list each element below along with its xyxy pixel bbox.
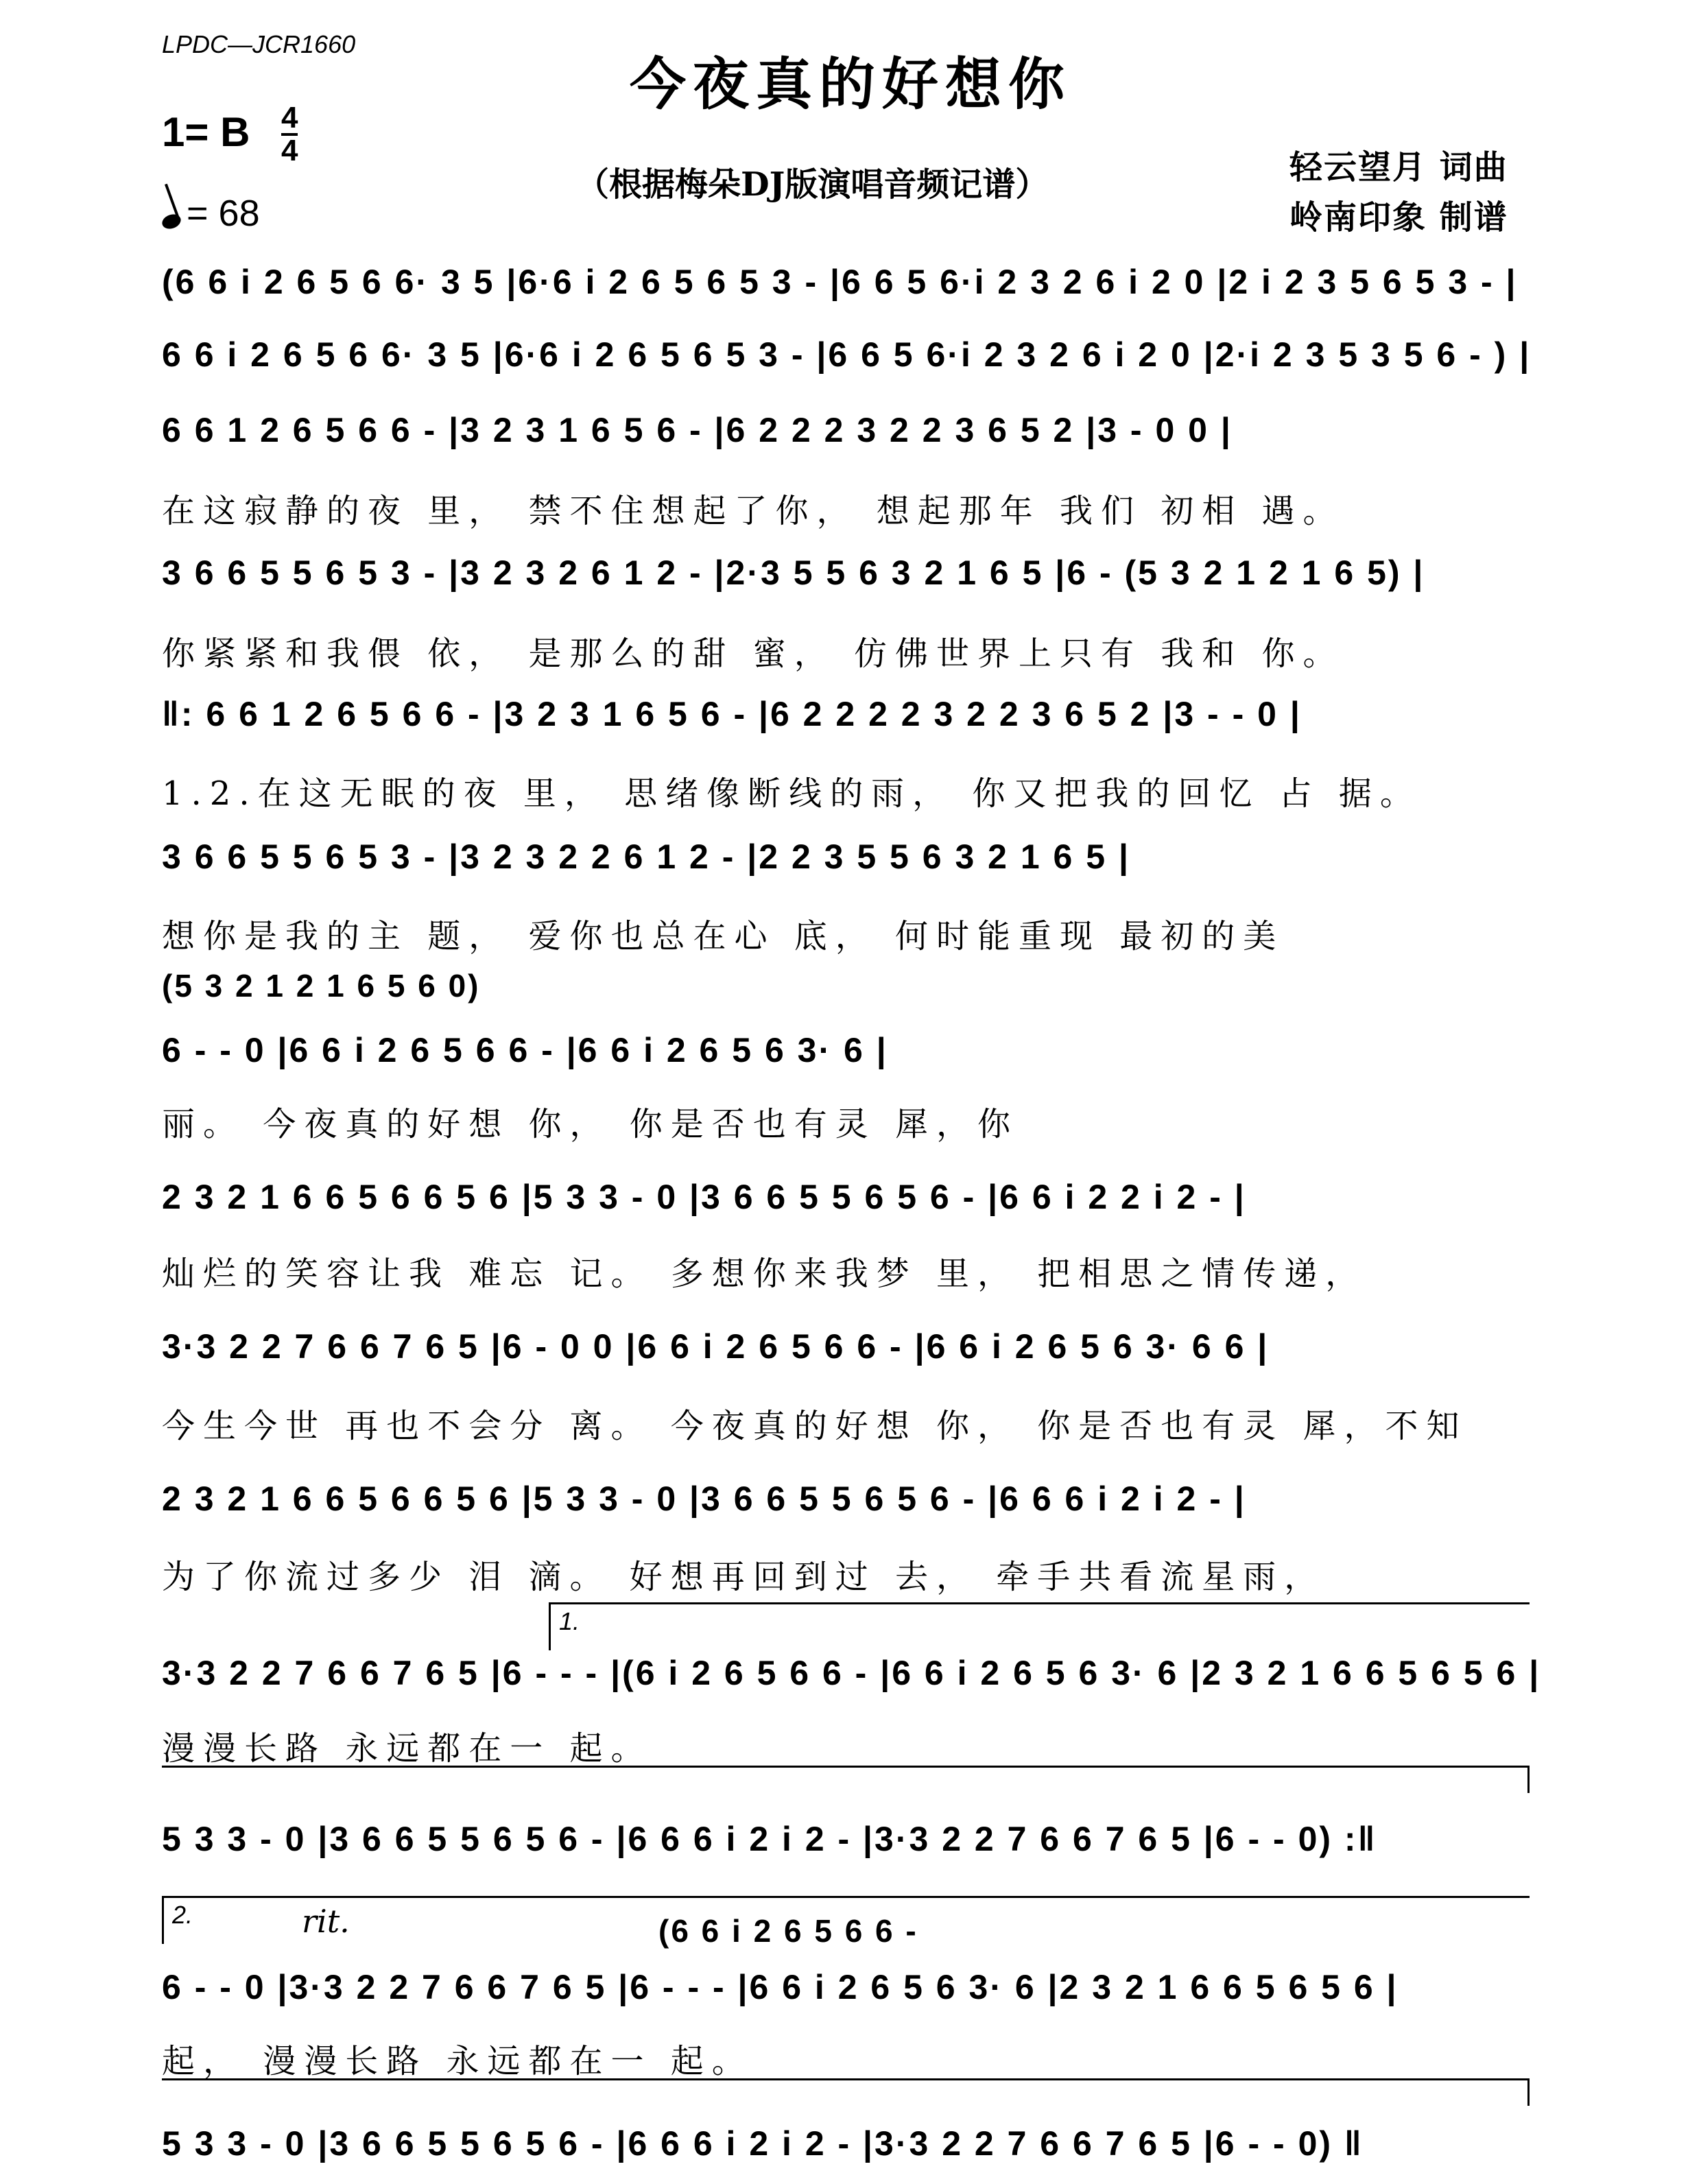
notation-line-3: 6 6 1 2 6 5 6 6 - |3 2 3 1 6 5 6 - |6 2 2 2 3 2 2 3 6 5 2 |3 - 0 0 |: [162, 411, 1233, 449]
quarter-note-icon: [160, 212, 182, 231]
notation-line-8: 2 3 2 1 6 6 5 6 6 5 6 |5 3 3 - 0 |3 6 6 5 5 6 5 6 - |6 6 i 2 2 i 2 - |: [162, 1178, 1246, 1216]
notation-line-10: 2 3 2 1 6 6 5 6 6 5 6 |5 3 3 - 0 |3 6 6 5 5 6 5 6 - |6 6 6 i 2 i 2 - |: [162, 1480, 1246, 1518]
time-signature: [281, 103, 298, 166]
score-code: LPDC—JCR1660: [162, 30, 356, 58]
final-top-rule: [162, 2078, 1530, 2106]
first-ending-label: 1.: [559, 1607, 580, 1635]
song-title: 今夜真的好想你: [629, 51, 1071, 117]
first-ending-bracket: [549, 1602, 1530, 1650]
subtitle: （根据梅朵DJ版演唱音频记谱）: [576, 165, 1049, 204]
notation-line-1: (6 6 i 2 6 5 6 6· 3 5 |6·6 i 2 6 5 6 5 3 - |6 6 5 6·i 2 3 2 6 i 2 0 |2 i 2 3 5 6 5 3 - |: [162, 263, 1518, 301]
time-signature-top: 4: [281, 101, 298, 134]
notation-line-4: 3 6 6 5 5 6 5 3 - |3 2 3 2 6 1 2 - |2·3 5 5 6 3 2 1 6 5 |6 - (5 3 2 1 2 1 6 5) |: [162, 554, 1425, 592]
notation-line-14: 5 3 3 - 0 |3 6 6 5 5 6 5 6 - |6 6 6 i 2 i 2 - |3·3 2 2 7 6 6 7 6 5 |6 - - 0) ‖: [162, 2124, 1364, 2163]
ritardando-marking: rit.: [302, 1903, 350, 1940]
notation-line-11: 3·3 2 2 7 6 6 7 6 5 |6 - - - |(6 i 2 6 5 6 6 - |6 6 i 2 6 5 6 3· 6 |2 3 2 1 6 6 5 6 5 6 |: [162, 1654, 1541, 1692]
lyric-line-1: 在这寂静的夜 里， 禁不住想起了你， 想起那年 我们 初相 遇。: [162, 492, 1344, 530]
tempo-value: = 68: [187, 193, 260, 234]
notation-line-7: 6 - - 0 |6 6 i 2 6 5 6 6 - |6 6 i 2 6 5 6 3· 6 |: [162, 1031, 888, 1069]
lyric-line-2: 你紧紧和我偎 依， 是那么的甜 蜜， 仿佛世界上只有 我和 你。: [162, 634, 1344, 673]
pre-notation-line-13: (6 6 i 2 6 5 6 6 -: [658, 1913, 918, 1949]
lyric-line-4: 想你是我的主 题， 爱你也总在心 底， 何时能重现 最初的美: [162, 917, 1285, 956]
notation-line-12: 5 3 3 - 0 |3 6 6 5 5 6 5 6 - |6 6 6 i 2 i 2 - |3·3 2 2 7 6 6 7 6 5 |6 - - 0) :‖: [162, 1820, 1377, 1858]
time-signature-bottom: 4: [281, 134, 298, 167]
lyric-line-8: 为了你流过多少 泪 滴。 好想再回到过 去， 牵手共看流星雨，: [162, 1558, 1326, 1596]
credit-words: 轻云望月 词曲: [1289, 148, 1508, 187]
notation-line-2: 6 6 i 2 6 5 6 6· 3 5 |6·6 i 2 6 5 6 5 3 - |6 6 5 6·i 2 3 2 6 i 2 0 |2·i 2 3 5 3 5 6 - ) |: [162, 335, 1532, 374]
lyric-line-3: 1.2.在这无眠的夜 里， 思绪像断线的雨， 你又把我的回忆 占 据。: [162, 774, 1421, 813]
lyric-line-5: 丽。 今夜真的好想 你， 你是否也有灵 犀，你: [162, 1105, 1019, 1143]
lyric-line-7: 今生今世 再也不会分 离。 今夜真的好想 你， 你是否也有灵 犀，不知: [162, 1407, 1468, 1445]
pre-notation-line-7: (5 3 2 1 2 1 6 5 6 0): [162, 968, 481, 1004]
notation-line-13: 6 - - 0 |3·3 2 2 7 6 6 7 6 5 |6 - - - |6 6 i 2 6 5 6 3· 6 |2 3 2 1 6 6 5 6 5 6 |: [162, 1968, 1399, 2006]
notation-line-5: ‖: 6 6 1 2 6 5 6 6 - |3 2 3 1 6 5 6 - |6 2 2 2 2 3 2 2 3 6 5 2 |3 - - 0 |: [162, 695, 1302, 733]
key-signature: 1= B: [162, 109, 250, 155]
notation-line-9: 3·3 2 2 7 6 6 7 6 5 |6 - 0 0 |6 6 i 2 6 5 6 6 - |6 6 i 2 6 5 6 3· 6 6 |: [162, 1327, 1270, 1366]
lyric-line-10: 起， 漫漫长路 永远都在一 起。: [162, 2042, 753, 2080]
credit-score: 岭南印象 制谱: [1289, 198, 1508, 237]
lyric-line-6: 灿烂的笑容让我 难忘 记。 多想你来我梦 里， 把相思之情传递，: [162, 1255, 1367, 1293]
tempo-marking: [162, 192, 260, 235]
lyric-line-9: 漫漫长路 永远都在一 起。: [162, 1729, 652, 1768]
notation-line-6: 3 6 6 5 5 6 5 3 - |3 2 3 2 2 6 1 2 - |2 2 3 5 5 6 3 2 1 6 5 |: [162, 838, 1130, 876]
first-ending-top-rule: [162, 1766, 1530, 1793]
second-ending-label: 2.: [172, 1901, 193, 1929]
